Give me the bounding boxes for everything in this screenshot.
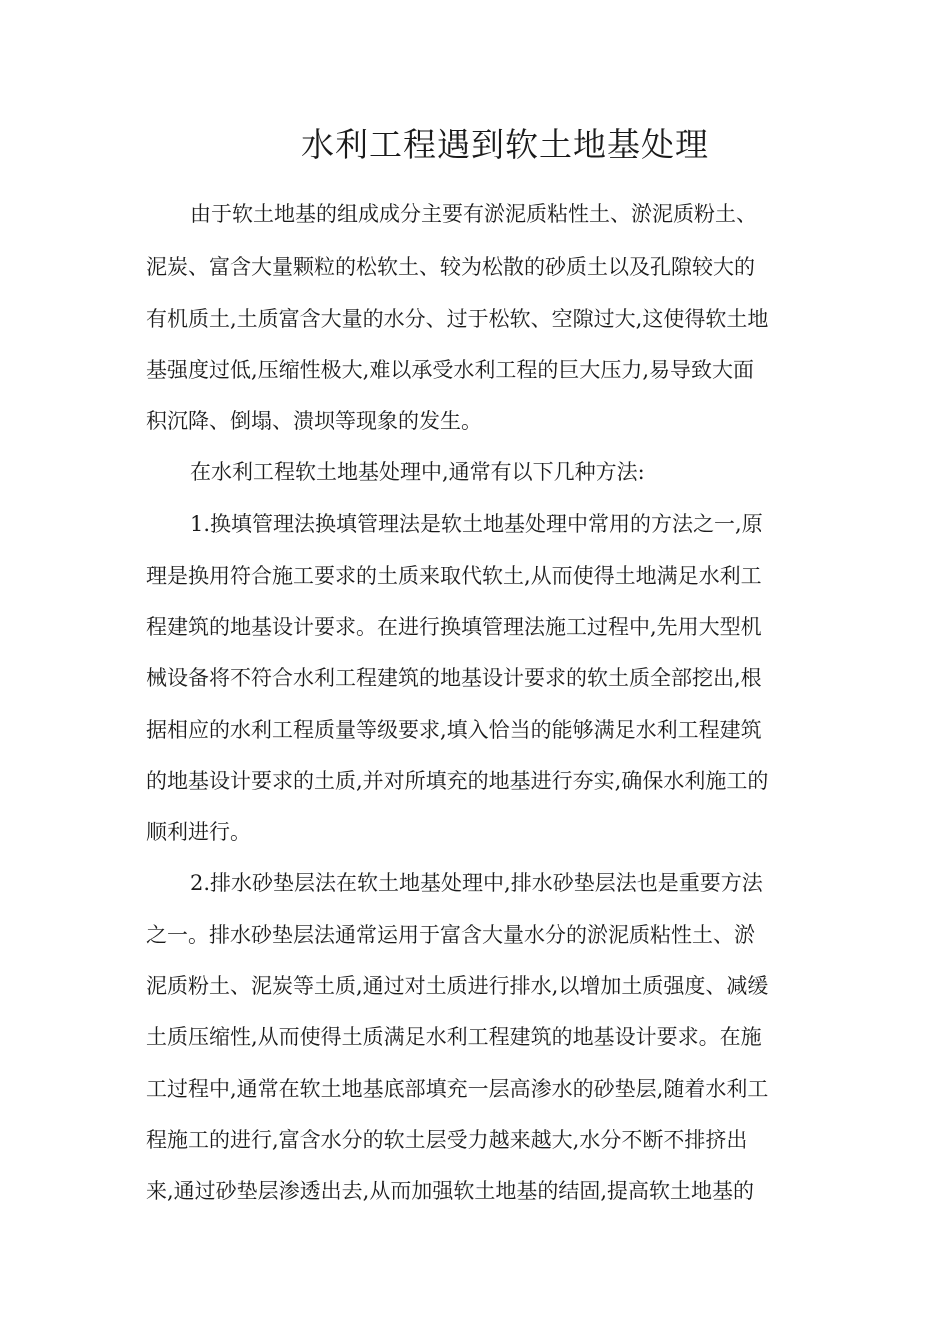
paragraph-line: 械设备将不符合水利工程建筑的地基设计要求的软土质全部挖出,根 [146,666,762,690]
paragraph-line: 2.排水砂垫层法在软土地基处理中,排水砂垫层法也是重要方法 [190,871,763,895]
paragraph-line: 程施工的进行,富含水分的软土层受力越来越大,水分不断不排挤出 [146,1128,748,1152]
paragraph-line: 之一。排水砂垫层法通常运用于富含大量水分的淤泥质粘性土、淤 [146,923,755,947]
paragraph-line: 积沉降、倒塌、溃坝等现象的发生。 [146,409,482,433]
paragraph-line: 1.换填管理法换填管理法是软土地基处理中常用的方法之一,原 [190,512,763,536]
paragraph-line: 泥质粉土、泥炭等土质,通过对土质进行排水,以增加土质强度、减缓 [146,974,769,998]
paragraph-line: 工过程中,通常在软土地基底部填充一层高渗水的砂垫层,随着水利工 [146,1077,769,1101]
paragraph-line: 理是换用符合施工要求的土质来取代软土,从而使得土地满足水利工 [146,564,762,588]
paragraph-line: 顺利进行。 [146,820,251,844]
paragraph-line: 基强度过低,压缩性极大,难以承受水利工程的巨大压力,易导致大面 [146,358,755,382]
paragraph-line: 泥炭、富含大量颗粒的松软土、较为松散的砂质土以及孔隙较大的 [146,255,755,279]
paragraph-line: 来,通过砂垫层渗透出去,从而加强软土地基的结固,提高软土地基的 [146,1179,755,1203]
document-title: 水利工程遇到软土地基处理 [301,125,709,164]
paragraph-line: 有机质土,土质富含大量的水分、过于松软、空隙过大,这使得软土地 [146,307,769,331]
paragraph-line: 土质压缩性,从而使得土质满足水利工程建筑的地基设计要求。在施 [146,1025,762,1049]
paragraph-line: 在水利工程软土地基处理中,通常有以下几种方法: [190,460,645,484]
paragraph-line: 由于软土地基的组成成分主要有淤泥质粘性土、淤泥质粉土、 [190,202,757,226]
paragraph-line: 程建筑的地基设计要求。在进行换填管理法施工过程中,先用大型机 [146,615,762,639]
paragraph-line: 的地基设计要求的土质,并对所填充的地基进行夯实,确保水利施工的 [146,769,769,793]
paragraph-line: 据相应的水利工程质量等级要求,填入恰当的能够满足水利工程建筑 [146,718,762,742]
